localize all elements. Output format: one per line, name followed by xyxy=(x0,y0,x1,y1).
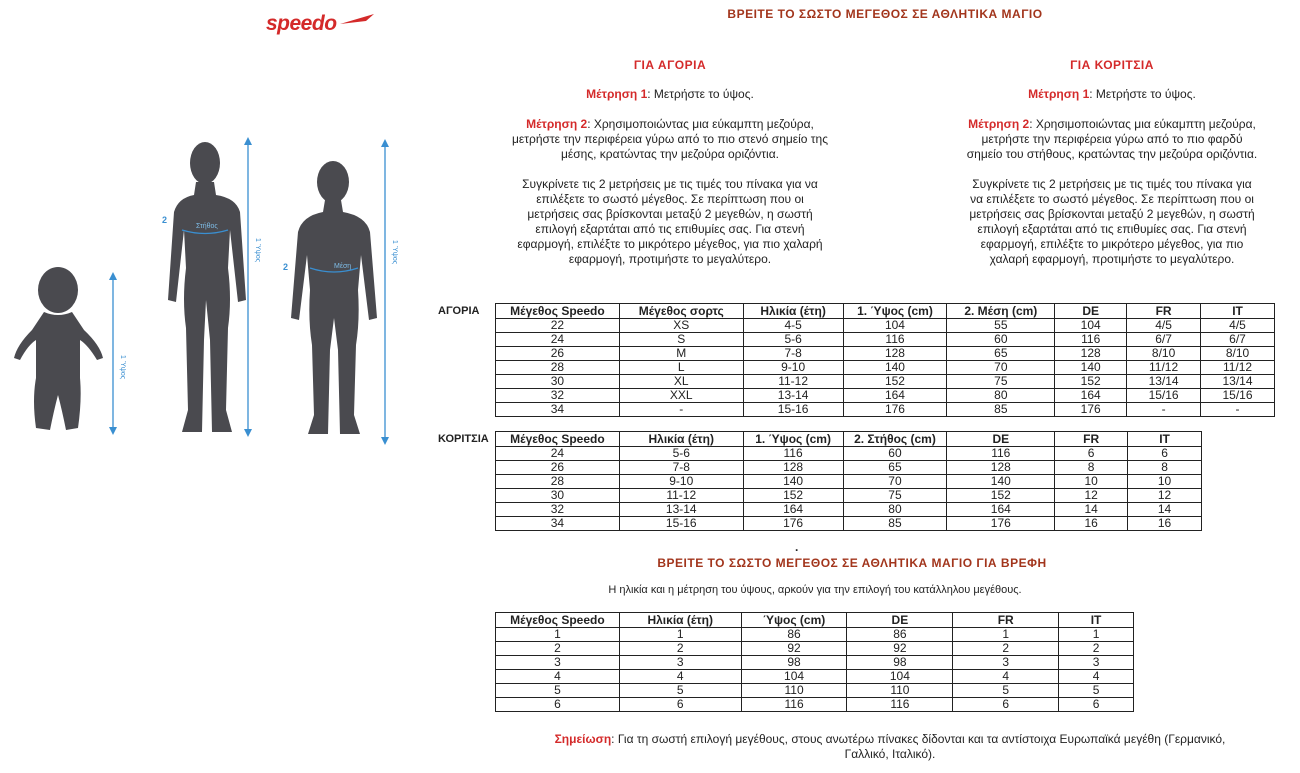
table-cell: 128 xyxy=(947,461,1055,475)
baby-silhouette xyxy=(14,267,103,430)
table-cell: 98 xyxy=(741,656,847,670)
table-cell: 10 xyxy=(1128,475,1202,489)
table-cell: 140 xyxy=(1055,361,1127,375)
table-cell: 176 xyxy=(743,517,843,531)
table-cell: 116 xyxy=(847,698,953,712)
table-cell: 11/12 xyxy=(1201,361,1275,375)
table-cell: 34 xyxy=(496,517,620,531)
table-cell: 5 xyxy=(619,684,741,698)
table-cell: 6 xyxy=(953,698,1059,712)
table-row xyxy=(496,503,1202,517)
table-row xyxy=(496,389,1275,403)
table-cell: 6 xyxy=(1128,447,1202,461)
table-cell: - xyxy=(1127,403,1201,417)
boys-instructions xyxy=(470,58,870,267)
footnote xyxy=(500,732,1280,762)
table-cell: 8 xyxy=(1055,461,1128,475)
table-cell: 8/10 xyxy=(1201,347,1275,361)
table-cell: 4 xyxy=(1059,670,1134,684)
girls-table-header xyxy=(496,432,1202,447)
table-cell: 70 xyxy=(947,361,1055,375)
boys-table-header xyxy=(496,304,1275,319)
table-cell: M xyxy=(619,347,743,361)
table-cell: 3 xyxy=(953,656,1059,670)
table-cell: 30 xyxy=(496,489,620,503)
table-cell: 3 xyxy=(619,656,741,670)
table-cell: 104 xyxy=(1055,319,1127,333)
table-cell: XS xyxy=(619,319,743,333)
table-cell: 92 xyxy=(741,642,847,656)
speedo-logo xyxy=(266,12,374,36)
column-header: 1. Ύψος (cm) xyxy=(743,432,843,447)
table-cell: 12 xyxy=(1128,489,1202,503)
table-cell: 9-10 xyxy=(619,475,743,489)
table-cell: 164 xyxy=(947,503,1055,517)
table-cell: 3 xyxy=(496,656,620,670)
table-cell: 28 xyxy=(496,361,620,375)
table-cell: 6 xyxy=(619,698,741,712)
table-cell: 16 xyxy=(1055,517,1128,531)
baby-size-table xyxy=(495,612,1134,712)
table-cell: 5 xyxy=(1059,684,1134,698)
table-cell: 1 xyxy=(953,628,1059,642)
column-header: DE xyxy=(1055,304,1127,319)
table-cell: 4/5 xyxy=(1201,319,1275,333)
table-cell: 5 xyxy=(953,684,1059,698)
column-header: Ηλικία (έτη) xyxy=(743,304,843,319)
table-cell: 14 xyxy=(1055,503,1128,517)
table-cell: 14 xyxy=(1128,503,1202,517)
table-cell: 5-6 xyxy=(743,333,843,347)
table-cell: 65 xyxy=(947,347,1055,361)
table-cell: 12 xyxy=(1055,489,1128,503)
table-cell: 15-16 xyxy=(619,517,743,531)
column-header: IT xyxy=(1059,613,1134,628)
column-header: IT xyxy=(1128,432,1202,447)
baby-title: ΒΡΕΙΤΕ ΤΟ ΣΩΣΤΟ ΜΕΓΕΘΟΣ ΣΕ ΑΘΛΗΤΙΚΑ ΜΑΓΙΟ ΓΙΑ ΒΡΕΦΗ xyxy=(657,556,1047,570)
table-cell: 13/14 xyxy=(1201,375,1275,389)
baby-height-label: 1 Ύψος xyxy=(119,355,126,380)
table-cell: 4-5 xyxy=(743,319,843,333)
table-cell: 1 xyxy=(496,628,620,642)
table-row xyxy=(496,670,1134,684)
table-cell: 104 xyxy=(741,670,847,684)
boy-height-label: 1 Ύψος xyxy=(391,240,398,265)
boy-girth-number: 2 xyxy=(283,262,289,272)
table-row xyxy=(496,447,1202,461)
table-row xyxy=(496,475,1202,489)
table-cell: 80 xyxy=(947,389,1055,403)
table-cell: 32 xyxy=(496,503,620,517)
table-cell: 104 xyxy=(843,319,947,333)
table-cell: 176 xyxy=(843,403,947,417)
baby-table-header xyxy=(496,613,1134,628)
table-cell: 5-6 xyxy=(619,447,743,461)
column-header: FR xyxy=(1055,432,1128,447)
boys-heading: ΓΙΑ ΑΓΟΡΙΑ xyxy=(633,58,707,72)
table-cell: 26 xyxy=(496,347,620,361)
table-cell: 16 xyxy=(1128,517,1202,531)
table-cell: 7-8 xyxy=(743,347,843,361)
table-cell: 2 xyxy=(1059,642,1134,656)
girl-girth-number: 2 xyxy=(162,215,168,225)
column-header: Ηλικία (έτη) xyxy=(619,432,743,447)
table-cell: 6 xyxy=(1059,698,1134,712)
table-cell: 98 xyxy=(847,656,953,670)
table-cell: 176 xyxy=(947,517,1055,531)
table-cell: 13/14 xyxy=(1127,375,1201,389)
boys-measure-1: Μέτρηση 1: Μετρήστε το ύψος. xyxy=(586,87,754,101)
table-cell: 116 xyxy=(947,447,1055,461)
table-cell: 85 xyxy=(843,517,947,531)
table-cell: 110 xyxy=(741,684,847,698)
table-cell: 80 xyxy=(843,503,947,517)
column-header: Μέγεθος Speedo xyxy=(496,304,620,319)
table-cell: 34 xyxy=(496,403,620,417)
table-cell: 164 xyxy=(1055,389,1127,403)
table-cell: 32 xyxy=(496,389,620,403)
table-cell: 4/5 xyxy=(1127,319,1201,333)
table-cell: - xyxy=(1201,403,1275,417)
table-cell: 65 xyxy=(843,461,947,475)
table-cell: 75 xyxy=(843,489,947,503)
note-line-1: : Για τη σωστή επιλογή μεγέθους, στους ανωτέρω πίνακες δίδονται και τα αντίστοιχα Ευρωπαϊκά μεγέθη (Γερμανικό, xyxy=(611,732,1226,746)
table-cell: 24 xyxy=(496,333,620,347)
note-line-2: Γαλλικό, Ιταλικό). xyxy=(844,747,936,761)
boys-size-table xyxy=(495,303,1275,417)
table-row xyxy=(496,347,1275,361)
body-figures xyxy=(0,130,420,450)
logo-text: speedo xyxy=(266,12,337,35)
table-cell: 164 xyxy=(843,389,947,403)
table-cell: 6 xyxy=(1055,447,1128,461)
table-cell: 1 xyxy=(619,628,741,642)
table-cell: 6/7 xyxy=(1127,333,1201,347)
table-cell: 85 xyxy=(947,403,1055,417)
boys-compare-text: Συγκρίνετε τις 2 μετρήσεις με τις τιμές του πίνακα για να επιλέξετε το σωστό μέγεθος. Σε περίπτωση που οι μετρήσεις σας βρίσκονται μεταξύ 2 μεγεθών, η σωστή επιλογή εξαρτάται από τις επιθυμίες σας. Για στενή εφαρμογή, επιλέξτε το μικρότερο μέγεθος, για πιο χαλαρή εφαρμογή, προτιμήστε το μεγαλύτερο. xyxy=(517,177,823,266)
girls-measure-2: Μέτρηση 2: Χρησιμοποιώντας μια εύκαμπτη μεζούρα, μετρήστε την περιφέρεια γύρω από το πιο φαρδύ σημείο του στήθους, κρατώντας την μεζούρα οριζόντια. xyxy=(966,117,1258,161)
table-cell: 11/12 xyxy=(1127,361,1201,375)
girl-silhouette xyxy=(168,142,246,432)
table-row xyxy=(496,361,1275,375)
column-header: DE xyxy=(947,432,1055,447)
table-row xyxy=(496,333,1275,347)
column-header: Μέγεθος Speedo xyxy=(496,432,620,447)
table-cell: 28 xyxy=(496,475,620,489)
table-cell: 11-12 xyxy=(743,375,843,389)
table-cell: 75 xyxy=(947,375,1055,389)
table-cell: 152 xyxy=(743,489,843,503)
table-row xyxy=(496,642,1134,656)
table-cell: 128 xyxy=(743,461,843,475)
table-cell: 128 xyxy=(1055,347,1127,361)
column-header: 2. Μέση (cm) xyxy=(947,304,1055,319)
table-row xyxy=(496,517,1202,531)
table-cell: 26 xyxy=(496,461,620,475)
table-cell: 5 xyxy=(496,684,620,698)
baby-subtitle: Η ηλικία και η μέτρηση του ύψους, αρκούν για την επιλογή του κατάλληλου μεγέθους. xyxy=(608,584,1022,596)
table-cell: 55 xyxy=(947,319,1055,333)
table-cell: 128 xyxy=(843,347,947,361)
table-cell: 2 xyxy=(953,642,1059,656)
separator-dot: . xyxy=(795,540,799,554)
table-cell: 140 xyxy=(843,361,947,375)
column-header: Μέγεθος Speedo xyxy=(496,613,620,628)
girls-instructions xyxy=(912,58,1300,267)
table-cell: 8 xyxy=(1128,461,1202,475)
table-cell: 11-12 xyxy=(619,489,743,503)
table-row xyxy=(496,684,1134,698)
table-cell: 1 xyxy=(1059,628,1134,642)
table-cell: 10 xyxy=(1055,475,1128,489)
table-cell: L xyxy=(619,361,743,375)
column-header: Μέγεθος σορτς xyxy=(619,304,743,319)
table-cell: 116 xyxy=(743,447,843,461)
table-cell: 24 xyxy=(496,447,620,461)
speedo-boomerang-icon xyxy=(340,14,374,26)
girls-heading: ΓΙΑ ΚΟΡΙΤΣΙΑ xyxy=(1070,58,1154,72)
boys-measure-2: Μέτρηση 2: Χρησιμοποιώντας μια εύκαμπτη μεζούρα, μετρήστε την περιφέρεια γύρω από το πιο στενό σημείο της μέσης, κρατώντας την μεζούρα οριζόντια. xyxy=(511,117,828,161)
table-cell: 4 xyxy=(619,670,741,684)
table-cell: S xyxy=(619,333,743,347)
table-cell: 92 xyxy=(847,642,953,656)
table-cell: 70 xyxy=(843,475,947,489)
girls-compare-text: Συγκρίνετε τις 2 μετρήσεις με τις τιμές του πίνακα για να επιλέξετε το σωστό μέγεθος. Σε περίπτωση που οι μετρήσεις σας βρίσκονται μεταξύ 2 μεγεθών, η σωστή επιλογή εξαρτάται από τις επιθυμίες σας. Για στενή εφαρμογή, επιλέξτε το μικρότερο μέγεθος, για πιο χαλαρή εφαρμογή, προτιμήστε το μεγαλύτερο. xyxy=(969,177,1255,266)
column-header: FR xyxy=(953,613,1059,628)
table-cell: 60 xyxy=(947,333,1055,347)
table-cell: 22 xyxy=(496,319,620,333)
table-row xyxy=(496,698,1134,712)
column-header: 2. Στήθος (cm) xyxy=(843,432,947,447)
waist-label: Μέση xyxy=(334,263,352,270)
column-header: DE xyxy=(847,613,953,628)
table-cell: 6/7 xyxy=(1201,333,1275,347)
girls-table-label: ΚΟΡΙΤΣΙΑ xyxy=(438,433,489,445)
table-cell: 104 xyxy=(847,670,953,684)
column-header: 1. Ύψος (cm) xyxy=(843,304,947,319)
table-row xyxy=(496,489,1202,503)
table-cell: 86 xyxy=(847,628,953,642)
note-label: Σημείωση xyxy=(554,732,612,746)
table-cell: 6 xyxy=(496,698,620,712)
table-row xyxy=(496,375,1275,389)
table-cell: 9-10 xyxy=(743,361,843,375)
girl-height-label: 1 Ύψος xyxy=(254,238,261,263)
table-cell: 164 xyxy=(743,503,843,517)
table-cell: 13-14 xyxy=(619,503,743,517)
girls-size-table xyxy=(495,431,1202,531)
table-cell: 116 xyxy=(741,698,847,712)
table-cell: - xyxy=(619,403,743,417)
table-row xyxy=(496,319,1275,333)
table-cell: 8/10 xyxy=(1127,347,1201,361)
table-cell: 152 xyxy=(1055,375,1127,389)
table-cell: 3 xyxy=(1059,656,1134,670)
main-title: ΒΡΕΙΤΕ ΤΟ ΣΩΣΤΟ ΜΕΓΕΘΟΣ ΣΕ ΑΘΛΗΤΙΚΑ ΜΑΓΙΟ xyxy=(727,7,1043,21)
table-row xyxy=(496,461,1202,475)
boy-silhouette xyxy=(291,161,377,434)
table-cell: 2 xyxy=(496,642,620,656)
table-cell: XL xyxy=(619,375,743,389)
girls-measure-1: Μέτρηση 1: Μετρήστε το ύψος. xyxy=(1028,87,1196,101)
table-cell: 140 xyxy=(947,475,1055,489)
table-cell: 15/16 xyxy=(1201,389,1275,403)
table-cell: 4 xyxy=(496,670,620,684)
chest-label: Στήθος xyxy=(196,223,218,230)
boys-table-label: ΑΓΟΡΙΑ xyxy=(438,305,480,317)
table-cell: 140 xyxy=(743,475,843,489)
column-header: Ύψος (cm) xyxy=(741,613,847,628)
table-cell: 176 xyxy=(1055,403,1127,417)
table-cell: 152 xyxy=(843,375,947,389)
table-cell: 86 xyxy=(741,628,847,642)
table-cell: 152 xyxy=(947,489,1055,503)
table-cell: 110 xyxy=(847,684,953,698)
table-row xyxy=(496,656,1134,670)
table-cell: 13-14 xyxy=(743,389,843,403)
column-header: IT xyxy=(1201,304,1275,319)
table-cell: 116 xyxy=(843,333,947,347)
table-cell: XXL xyxy=(619,389,743,403)
table-cell: 15-16 xyxy=(743,403,843,417)
table-row xyxy=(496,628,1134,642)
table-cell: 30 xyxy=(496,375,620,389)
column-header: Ηλικία (έτη) xyxy=(619,613,741,628)
table-row xyxy=(496,403,1275,417)
table-cell: 15/16 xyxy=(1127,389,1201,403)
table-cell: 116 xyxy=(1055,333,1127,347)
column-header: FR xyxy=(1127,304,1201,319)
table-cell: 7-8 xyxy=(619,461,743,475)
table-cell: 4 xyxy=(953,670,1059,684)
table-cell: 60 xyxy=(843,447,947,461)
table-cell: 2 xyxy=(619,642,741,656)
